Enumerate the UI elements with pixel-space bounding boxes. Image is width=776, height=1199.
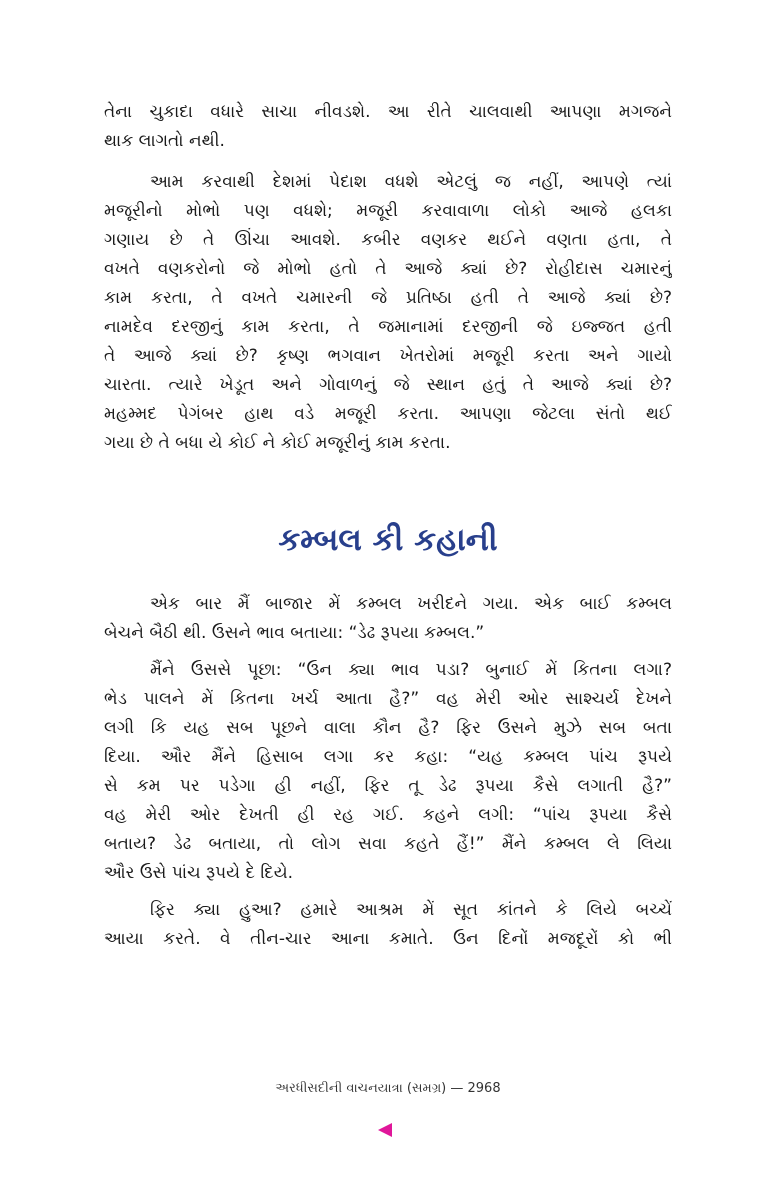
text-line: તે આજે ક્યાં છે? કૃષ્ણ ભગવાન ખેતરોમાં મજૂરી કરતા અને ગાયો	[104, 346, 672, 366]
paragraph-2	[104, 168, 672, 458]
text-line: મૈંને ઉસસે પૂછા: “ઉન ક્યા ભાવ પડા? બુનાઈ મેં કિતના લગા?	[150, 660, 672, 680]
text-line: ઔર ઉસે પાંચ રૂપયે દે દિયે.	[104, 863, 294, 883]
text-line: ચારતા. ત્યારે ખેડૂત અને ગોવાળનું જે સ્થાન હતું તે આજે ક્યાં છે?	[104, 375, 672, 395]
text-line: બેચને બૈઠી થી. ઉસને ભાવ બતાયા: “ડેઢ રૂપયા કમ્બલ.”	[104, 623, 485, 643]
text-line: ગણાય છે તે ઊંચા આવશે. કબીર વણકર થઈને વણતા હતા, તે	[104, 230, 672, 250]
text-line: ભેડ પાલને મેં કિતના ખર્ચ આતા હૈ?” વહ મેરી ઓર સાશ્ચર્ય દેખને	[104, 689, 672, 709]
text-line: કામ કરતા, તે વખતે ચમારની જે પ્રતિષ્ઠા હતી તે આજે ક્યાં છે?	[104, 288, 672, 308]
text-line: દિયા. ઔર મૈંને હિસાબ લગા કર કહા: “યહ કમ્બલ પાંચ રૂપયે	[104, 747, 672, 767]
text-line: વહ મેરી ઓર દેખતી હી રહ ગઈ. કહને લગી: “પાંચ રૂપયા કૈસે	[104, 805, 672, 825]
text-line: ફિર ક્યા હુઆ? હમારે આશ્રમ મેં સૂત કાંતને કે લિયે બચ્ચેં	[150, 900, 672, 920]
page-content	[104, 98, 672, 954]
paragraph-4	[104, 656, 672, 888]
text-line: થાક લાગતો નથી.	[104, 131, 225, 151]
text-line: મજૂરીનો મોભો પણ વધશે; મજૂરી કરવાવાળા લોકો આજે હલકા	[104, 201, 672, 221]
text-line: બતાય? ડેઢ બતાયા, તો લોગ સવા કહતે હૈં!” મૈંને કમ્બલ લે લિયા	[104, 834, 672, 854]
text-line: લગી કિ યહ સબ પૂછને વાલા કૌન હૈ? ફિર ઉસને મુઝે સબ બતા	[104, 718, 672, 738]
paragraph-1	[104, 98, 672, 156]
section-heading: કમ્બલ કી કહાની	[278, 522, 498, 558]
text-line: સે કમ પર પડેગા હી નહીં, ફિર તૂ ડેઢ રૂપયા કૈસે લગાતી હૈ?”	[104, 776, 672, 796]
text-line: એક બાર મૈં બાજાર મેં કમ્બલ ખરીદને ગયા. એક બાઈ કમ્બલ	[150, 594, 672, 614]
text-line: આયા કરતે. વે તીન-ચાર આના કમાતે. ઉન દિનોં મજદૂરોં કો ભી	[104, 929, 672, 949]
text-line: આમ કરવાથી દેશમાં પેદાશ વધશે એટલું જ નહીં, આપણે ત્યાં	[150, 172, 672, 192]
text-line: તેના ચુકાદા વધારે સાચા નીવડશે. આ રીતે ચાલવાથી આપણા મગજને	[104, 102, 672, 122]
paragraph-3	[104, 590, 672, 648]
page-footer: અરધીસદીની વાચનયાત્રા (સમગ્ર) — 2968	[275, 1081, 501, 1096]
text-line: મહમ્મદ પેગંબર હાથ વડે મજૂરી કરતા. આપણા જેટલા સંતો થઈ	[104, 404, 672, 424]
text-line: વખતે વણકરોનો જે મોભો હતો તે આજે ક્યાં છે? રોહીદાસ ચમારનું	[104, 259, 672, 279]
paragraph-5	[104, 896, 672, 954]
text-line: નામદેવ દરજીનું કામ કરતા, તે જમાનામાં દરજીની જે ઇજ્જત હતી	[104, 317, 672, 337]
previous-page-icon[interactable]	[378, 1123, 392, 1137]
text-line: ગયા છે તે બધા યે કોઈ ને કોઈ મજૂરીનું કામ કરતા.	[104, 433, 451, 453]
